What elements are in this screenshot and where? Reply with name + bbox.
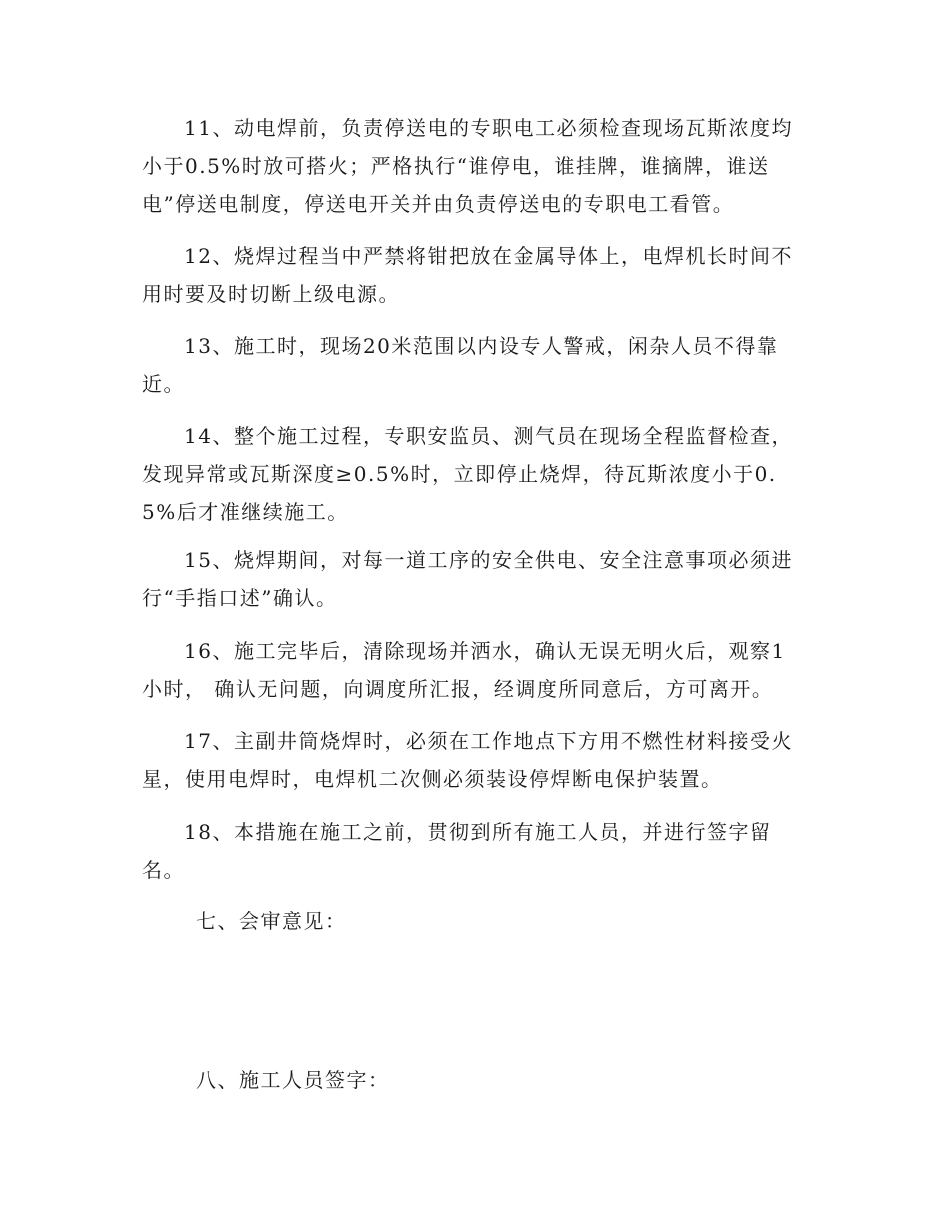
measure-item-17: 17、主副井筒烧焊时，必须在工作地点下方用不燃性材料接受火星，使用电焊时，电焊机二次侧必须装设停焊断电保护装置。 — [142, 729, 793, 791]
measure-item-14: 14、整个施工过程，专职安监员、测气员在现场全程监督检查，发现异常或瓦斯深度≥0.5%时，立即停止烧焊，待瓦斯浓度小于0.5%后才准继续施工。 — [142, 424, 793, 524]
measure-item-16: 16、施工完毕后，清除现场并洒水，确认无误无明火后，观察1小时， 确认无问题，向调度所汇报，经调度所同意后，方可离开。 — [142, 639, 786, 701]
section-heading-worker-signature: 八、施工人员签字： — [196, 1068, 390, 1092]
measure-item-15: 15、烧焊期间，对每一道工序的安全供电、安全注意事项必须进行“手指口述”确认。 — [142, 548, 793, 610]
measure-item-13: 13、施工时，现场20米范围以内设专人警戒，闲杂人员不得靠近。 — [142, 334, 779, 396]
measure-item-18: 18、本措施在施工之前，贯彻到所有施工人员，并进行签字留名。 — [142, 820, 772, 882]
measure-item-12: 12、烧焊过程当中严禁将钳把放在金属导体上，电焊机长时间不用时要及时切断上级电源。 — [142, 244, 793, 306]
section-heading-review-opinion: 七、会审意见： — [196, 909, 347, 933]
measure-item-11: 11、动电焊前，负责停送电的专职电工必须检查现场瓦斯浓度均小于0.5%时放可搭火；严格执行“谁停电，谁挂牌，谁摘牌，谁送电”停送电制度，停送电开关并由负责停送电的专职电工看管。 — [142, 116, 793, 216]
